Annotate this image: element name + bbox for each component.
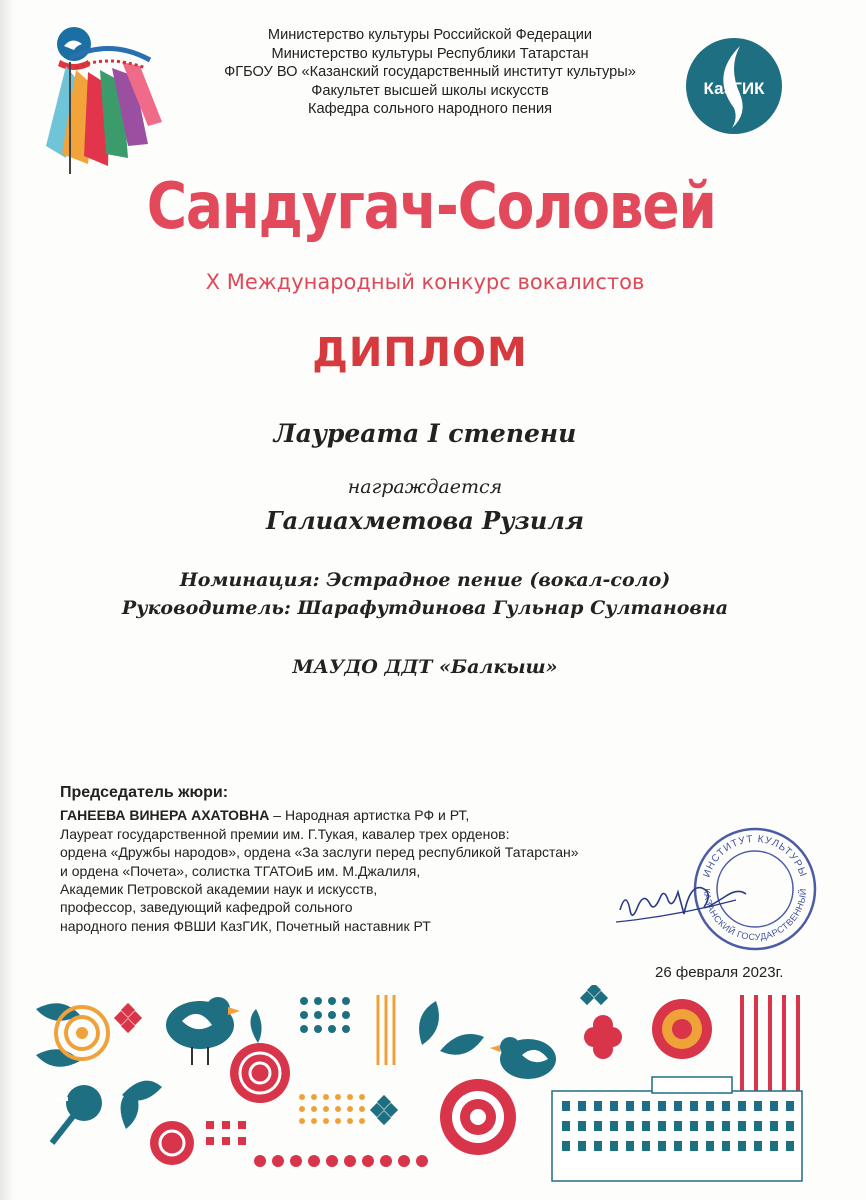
jury-line: народного пения ФВШИ КазГИК, Почетный наставник РТ: [60, 917, 431, 934]
jury-line: Академик Петровской академии наук и искусств,: [60, 881, 378, 898]
header-line-ministry-rf: Министерство культуры Российской Федерации: [267, 27, 593, 43]
contest-subtitle: X Международный конкурс вокалистов: [205, 270, 645, 294]
jury-line: и ордена «Почета», солистка ТГАТОиБ им. М.Джалиля,: [60, 862, 421, 879]
jury-line: Лауреат государственной премии им. Г.Тукая, кавалер трех орденов:: [60, 825, 510, 842]
jury-line-name: [60, 806, 720, 824]
stamp-top-text: ИНСТИТУТ КУЛЬТУРЫ: [701, 833, 809, 879]
jury-chair-name: ГАНЕЕВА ВИНЕРА АХАТОВНА: [60, 807, 270, 824]
jury-line: ордена «Дружбы народов», ордена «За заслуги перед республикой Татарстан»: [60, 844, 579, 861]
pomegranate-icon: [150, 1121, 194, 1165]
organization: МАУДО ДДТ «Балкыш»: [292, 656, 558, 678]
university-building-icon: [552, 1077, 802, 1181]
leader: Руководитель: Шарафутдинова Гульнар Султановна: [121, 597, 729, 619]
header-line-department: Кафедра сольного народного пения: [307, 101, 553, 118]
header-line-institute: ФГБОУ ВО «Казанский государственный институт культуры»: [224, 64, 636, 81]
header-line-faculty: Факультет высшей школы искусств: [311, 82, 549, 99]
jury-heading: Председатель жюри:: [60, 784, 229, 801]
jury-chair-title: – Народная артистка РФ и РТ,: [269, 807, 470, 824]
microphone-icon: [52, 1085, 102, 1143]
concentric-circle-icon: [56, 1007, 108, 1059]
header-line-ministry-rt: Министерство культуры Республики Татарстан: [271, 45, 589, 62]
issuer-header: [175, 26, 685, 119]
stamp-bottom-text: КАЗАНСКИЙ ГОСУДАРСТВЕННЫЙ: [701, 887, 809, 943]
folk-ornament-band: [22, 985, 828, 1185]
signature-icon: [610, 870, 750, 940]
kazgik-logo-text: КазГИК: [703, 79, 765, 98]
sun-ornament-icon: [652, 999, 712, 1059]
festival-logo-icon: [36, 26, 166, 176]
sun-ornament-icon: [440, 1079, 516, 1155]
bird-icon: [166, 997, 240, 1065]
awardee-name: Галиахметова Рузиля: [266, 506, 584, 535]
award-degree: Лауреата I степени: [273, 419, 577, 448]
diploma-heading: ДИПЛОМ: [312, 330, 528, 376]
contest-title: Сандугач-Соловей: [146, 170, 716, 244]
nomination: Номинация: Эстрадное пение (вокал-соло): [179, 569, 671, 591]
pomegranate-icon: [230, 1009, 290, 1103]
awarded-label: награждается: [347, 476, 503, 498]
issue-date: 26 февраля 2023г.: [655, 964, 784, 981]
bird-icon: [490, 1037, 556, 1079]
kazgik-logo-icon: [684, 36, 784, 136]
jury-line: профессор, заведующий кафедрой сольного: [60, 899, 353, 916]
